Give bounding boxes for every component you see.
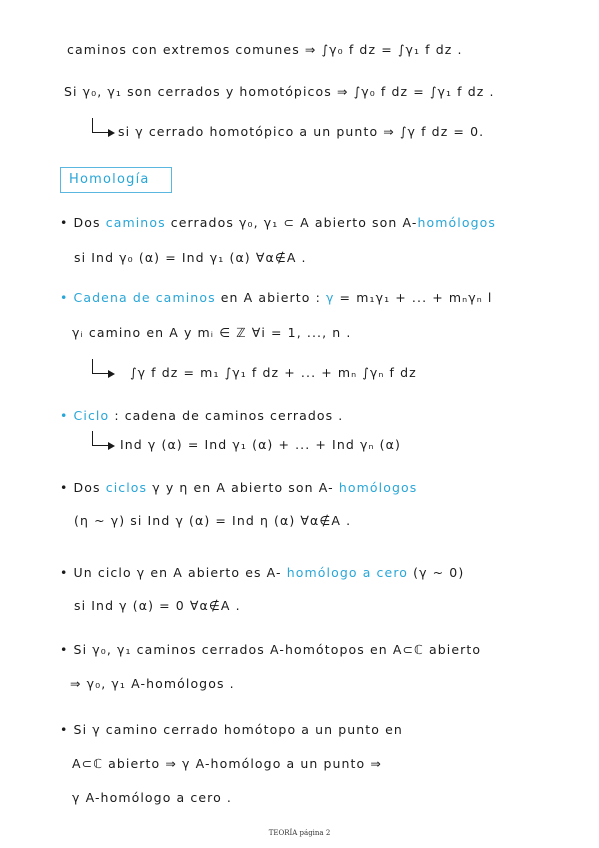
bullet-line: • Si γ₀, γ₁ caminos cerrados A-homótopos en A⊂ℂ abierto: [60, 642, 482, 657]
term-highlight: γ: [325, 290, 335, 305]
term-highlight: ciclos: [105, 480, 148, 495]
section-heading: Homología: [69, 172, 150, 187]
text-span: : cadena de caminos cerrados .: [109, 408, 344, 423]
section-heading-box: [60, 167, 172, 193]
bullet-line: • Si γ camino cerrado homótopo a un punto en: [60, 722, 403, 737]
text-span: cerrados γ₀, γ₁ ⊂ A abierto son A-: [165, 215, 418, 230]
text-line: si Ind γ₀ (α) = Ind γ₁ (α) ∀α∉A .: [74, 250, 307, 265]
corner-arrow-icon: [92, 118, 109, 133]
text-span: = m₁γ₁ + ... + mₙγₙ l: [334, 290, 493, 305]
bullet-line: [60, 480, 417, 495]
term-highlight: homólogos: [338, 480, 418, 495]
bullet-line: [60, 408, 343, 423]
text-span: • Un ciclo γ en A abierto es A-: [60, 565, 287, 580]
text-line: Ind γ (α) = Ind γ₁ (α) + ... + Ind γₙ (α): [120, 437, 401, 452]
text-span: • Dos: [60, 480, 106, 495]
corner-arrow-icon: [92, 431, 109, 446]
text-line: Si γ₀, γ₁ son cerrados y homotópicos ⇒ ∫γ₀ f dz = ∫γ₁ f dz .: [64, 84, 495, 99]
term-highlight: • Ciclo: [60, 408, 110, 423]
text-line: si Ind γ (α) = 0 ∀α∉A .: [74, 598, 241, 613]
term-highlight: homólogos: [417, 215, 496, 230]
text-span: • Dos: [60, 215, 106, 230]
text-line: si γ cerrado homotópico a un punto ⇒ ∫γ f dz = 0.: [118, 124, 485, 139]
text-line: caminos con extremos comunes ⇒ ∫γ₀ f dz = ∫γ₁ f dz .: [67, 42, 463, 57]
text-span: γ y η en A abierto son A-: [147, 480, 339, 495]
text-span: en A abierto :: [215, 290, 326, 305]
text-line: (η ~ γ) si Ind γ (α) = Ind η (α) ∀α∉A .: [74, 513, 352, 528]
bullet-line: [60, 290, 492, 305]
term-highlight: homólogo a cero: [286, 565, 409, 580]
term-highlight: • Cadena de caminos: [60, 290, 216, 305]
text-line: γ A-homólogo a cero .: [72, 790, 232, 805]
text-line: ∫γ f dz = m₁ ∫γ₁ f dz + ... + mₙ ∫γₙ f dz: [130, 365, 417, 380]
bullet-line: [60, 565, 464, 580]
text-line: γᵢ camino en A y mᵢ ∈ ℤ ∀i = 1, ..., n .: [72, 325, 352, 340]
text-span: (γ ~ 0): [408, 565, 465, 580]
bullet-line: [60, 215, 496, 230]
corner-arrow-icon: [92, 359, 109, 374]
page-footer: TEORÍA página 2: [268, 829, 331, 837]
text-line: ⇒ γ₀, γ₁ A-homólogos .: [70, 676, 235, 691]
text-line: A⊂ℂ abierto ⇒ γ A-homólogo a un punto ⇒: [72, 756, 382, 771]
term-highlight: caminos: [105, 215, 166, 230]
